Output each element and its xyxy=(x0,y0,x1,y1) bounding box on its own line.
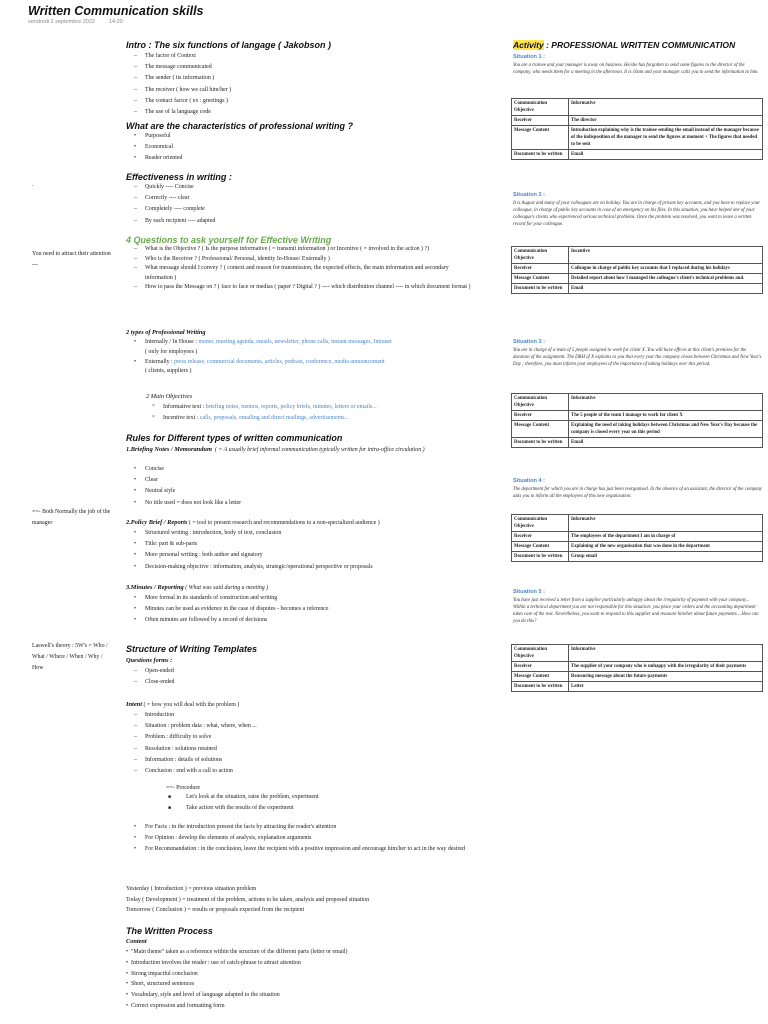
table-row: Document to be written Email xyxy=(512,150,763,160)
list-item: – Open-ended xyxy=(134,666,174,677)
situation-3-title: Situation 3 : xyxy=(513,339,546,345)
page-date: vendredi 2 septembre 2022 14:20 xyxy=(28,19,123,25)
list-item: • No title used = does not look like a letter xyxy=(134,498,241,509)
list-item: – Completely ---- complete xyxy=(134,204,215,215)
minutes-title: 3.Minutes / Reporting ( What was said during a meeting ) xyxy=(126,584,269,591)
procedure-title: ==- Procedure xyxy=(166,785,200,791)
list-item: ■ Take action with the results of the experiment xyxy=(168,803,319,814)
list-item: • Minutes can be used as evidence in the case of disputes - becomes a reference xyxy=(134,604,474,615)
list-item: – The factor of Context xyxy=(134,51,231,62)
list-item: • Neutral style xyxy=(134,486,241,497)
list-item: ■ Let's look at the situation, raise the problem, experiment xyxy=(168,792,319,803)
list-item: • For Recommandation : in the conclusion, leave the recipient with a positive impression and encourage him/her to act in the way desired xyxy=(134,844,474,855)
situation-4-title: Situation 4 : xyxy=(513,478,546,484)
types-list xyxy=(134,338,474,377)
table-row: Message Content Introduction explaining why is the trainee sending the email instead of the manager because of the indisposition of the manager to send the figures at moment + The figures that needed to be sent xyxy=(512,126,763,150)
list-item: • Structured writing : introduction, body of text, conclusion xyxy=(134,528,474,539)
list-item: • Purposeful xyxy=(134,131,182,142)
questions-heading: 4 Questions to ask yourself for Effective Writing xyxy=(126,235,332,245)
list-item: – The message communicated xyxy=(134,62,231,73)
situation-5-title: Situation 5 : xyxy=(513,589,546,595)
list-item: – What is the Objective ? ( Is the purpose informative ( = transmit information ) or Incentive ( = involved in the action ) ?) xyxy=(134,245,474,255)
table-row: Receiver Colleague in charge of public key accounts that I replaced during his holidays xyxy=(512,264,763,274)
list-item: • Decision-making objective : information, analysis, strategic/operational perspective or proposals xyxy=(134,562,474,573)
briefing-list xyxy=(134,464,241,509)
situation-1-text: You are a trainee and your manager is away on business. He/she has forgotten to send some figures to the director of the company, who needs them for a meeting in the afternoon. It is 10am and your manager calls you to send the information to him. xyxy=(513,63,759,75)
situation-2-text: It is August and many of your colleagues are on holiday. You are in charge of private key accounts, and you have to replace your colleague, in charge of public key accounts in case of an emergency on his files. In this situation, you have helped one of your colleague's clients who experienced serious technical problems. Once the problem was resolved, you want to leave a written record for your colleague. xyxy=(513,201,761,227)
table-row: Document to be written Email xyxy=(512,438,763,448)
side-note-laswell: Laswell's theory : 5W's = Who / What / Where / When / Why / How xyxy=(32,643,108,671)
list-item: • Often minutes are followed by a record of decisions xyxy=(134,615,474,626)
list-item: • For Opinion : develop the elements of analysis, explanation arguments xyxy=(134,833,474,844)
list-item: • Economical xyxy=(134,142,182,153)
list-item: – Information : details of solutions xyxy=(134,755,257,766)
characteristics-list xyxy=(134,131,182,165)
list-item: • For Facts : in the introduction present the facts by attracting the reader's attention xyxy=(134,822,474,833)
list-item: • "Main theme" taken as a reference within the structure of the different parts (letter or email) xyxy=(126,947,466,958)
table-row: Communication Objective Informative xyxy=(512,99,763,116)
table-row: Document to be written Letter xyxy=(512,682,763,692)
situation-4-table xyxy=(511,514,763,562)
list-item: • More personal writing : both author and signatory xyxy=(134,550,474,561)
list-item: – Problem : difficulty to solve xyxy=(134,732,257,743)
table-row: Receiver The director xyxy=(512,116,763,126)
table-row: Communication Objective Informative xyxy=(512,645,763,662)
list-item: – Correctly ---- clear xyxy=(134,193,215,204)
list-item: • Externally : press release, commercial documents, articles, podcast, conference, media announcement ( clients, suppliers ) xyxy=(134,358,474,378)
effectiveness-list xyxy=(134,182,215,227)
list-item: • Title: part & sub-parts xyxy=(134,539,474,550)
side-note-dot: . xyxy=(32,182,34,188)
situation-5-text: You have just received a letter from a supplier particularly unhappy about the irregularity of payment with your company... Within a technical department you are not responsible for this situation: you place your orders and the accounting department takes care of the rest. Nevertheless, you want to respond to this supplier and reassure him/her about future payments... How can you do this? xyxy=(513,598,759,624)
intent-title: Intent ( = how you will deal with the problem ) xyxy=(126,701,240,708)
situation-1-table xyxy=(511,98,763,160)
policy-title: 2.Policy Brief / Reports ( = tool to present research and recommendations to a non-specialized audience ) xyxy=(126,519,380,526)
objectives-list xyxy=(152,402,472,424)
timeline-yesterday: Yesterday ( Introduction ) = previous situation problem xyxy=(126,886,257,892)
side-note-attract: You need to attract their attention --- xyxy=(32,251,111,268)
rules-heading: Rules for Different types of written communication xyxy=(126,433,343,443)
list-item: • Correct expression and formatting form xyxy=(126,1001,466,1012)
list-item: – By each recipient ---- adapted xyxy=(134,216,215,227)
list-item: • Clear xyxy=(134,475,241,486)
table-row: Communication Objective Informative xyxy=(512,394,763,411)
list-item: – Situation : problem data : what, where, when ... xyxy=(134,721,257,732)
table-row: Message Content Explaining of the new organisation that was done in the department xyxy=(512,542,763,552)
list-item: • Strong impactful conclusion xyxy=(126,969,466,980)
content-title: Content xyxy=(126,938,147,945)
table-row: Message Content Detailed report about how I managed the colleague's client's technical problems and. xyxy=(512,274,763,284)
situation-1-title: Situation 1 : xyxy=(513,54,546,60)
timeline xyxy=(126,884,476,916)
table-row: Receiver The supplier of your company who is unhappy with the irregularity of their payments xyxy=(512,662,763,672)
list-item: • Short, structured sentences xyxy=(126,979,466,990)
list-item: * Informative text : briefing notes, memos, reports, policy briefs, minutes, letters or emails... xyxy=(152,402,472,413)
page-title: Written Communication skills xyxy=(28,4,204,18)
questions-list xyxy=(134,245,474,293)
table-row: Communication Objective Informative xyxy=(512,515,763,532)
list-item: – The receiver ( how we call him/her ) xyxy=(134,85,231,96)
policy-list xyxy=(134,528,474,573)
list-item: – The sender ( its information ) xyxy=(134,73,231,84)
characteristics-heading: What are the characteristics of professional writing ? xyxy=(126,121,354,131)
intro-list xyxy=(134,51,231,118)
list-item: • Vocabulary, style and level of language adapted to the situation xyxy=(126,990,466,1001)
objectives-heading: 2 Main Objectives xyxy=(146,393,193,400)
list-item: * Incentive text : calls, proposals, emailing and direct mailings, advertisements... xyxy=(152,413,472,424)
process-list xyxy=(126,947,466,1012)
procedure-list xyxy=(168,792,319,814)
side-note-manager: ==- Both Normally the job of the manager xyxy=(32,509,111,526)
list-item: – Resolution : solutions retained xyxy=(134,744,257,755)
list-item: • Reader oriented xyxy=(134,153,182,164)
table-row: Message Content Explaining the need of taking holidays between Christmas and New Year's Day because the company is closed every year on this period xyxy=(512,421,763,438)
list-item: – Who is the Receiver ? ( Professional/ Personal, identity In-House/ Externally ) xyxy=(134,255,474,265)
forms-list xyxy=(134,666,174,688)
situation-3-text: You are in charge of a team of 5 people assigned to work for client X. You will have offices at this client's premises for the duration of the assignment. The DRH of X explains to you that every year the company closes between Christmas and New Year's Day ; therefore, you must inform your employees of the importance of taking holidays over this period. xyxy=(513,348,762,367)
list-item: – Introduction xyxy=(134,710,257,721)
list-item: • More formal in its standards of construction and writing xyxy=(134,593,474,604)
table-row: Document to be written Email xyxy=(512,284,763,294)
list-item: – What message should I convey ? ( context and reason for transmission, the expected effects, the main information and secondary information ) xyxy=(134,264,474,283)
structure-heading: Structure of Writing Templates xyxy=(126,644,258,654)
table-row: Message Content Reassuring message about the future payments xyxy=(512,672,763,682)
situation-5-table xyxy=(511,644,763,692)
for-list xyxy=(134,822,474,856)
table-row: Receiver The employees of the department I am in charge of xyxy=(512,532,763,542)
table-row: Receiver The 5 people of the team I manage to work for client X xyxy=(512,411,763,421)
situation-3-table xyxy=(511,393,763,448)
table-row: Document to be written Group email xyxy=(512,552,763,562)
effectiveness-heading: Effectiveness in writing : xyxy=(126,172,232,182)
situation-2-title: Situation 2 : xyxy=(513,192,546,198)
situation-2-table xyxy=(511,246,763,294)
intro-heading: Intro : The six functions of langage ( Jakobson ) xyxy=(126,40,332,50)
list-item: • Internally / In House : memo, meeting agenda, emails, newsletter, phone calls, instant messages, Intranet ( only for employees ) xyxy=(134,338,474,358)
types-heading: 2 types of Professional Writing xyxy=(126,329,206,336)
list-item: – Close-ended xyxy=(134,677,174,688)
list-item: – The contact factor ( ex : greetings ) xyxy=(134,96,231,107)
table-row: Communication Objective Incentive xyxy=(512,247,763,264)
list-item: – Conclusion : end with a call to action xyxy=(134,766,257,777)
list-item: – Quickly ---- Concise xyxy=(134,182,215,193)
list-item: • Concise xyxy=(134,464,241,475)
minutes-list xyxy=(134,593,474,627)
intent-list xyxy=(134,710,257,777)
forms-title: Questions forms : xyxy=(126,657,173,664)
list-item: • Introduction involves the reader : use of catch-phrase to attract attention xyxy=(126,958,466,969)
list-item: – The use of la language code xyxy=(134,107,231,118)
situation-4-text: The department for which you are in charge has just been reorganised. In the absence of an assistant, the director of the company asks you to inform all the employees of this new organisation. xyxy=(513,487,763,499)
process-heading: The Written Process xyxy=(126,926,213,936)
timeline-tomorrow: Tomorrow ( Conclusion ) = results or proposals expected from the recipient xyxy=(126,907,305,913)
briefing-title: 1.Briefing Notes / Memorandum ( = A usually brief informal communication typically written for intra-office circulation ) xyxy=(126,446,425,453)
timeline-today: Today ( Development ) = treatment of the problem, actions to be taken, analysis and proposed situation xyxy=(126,896,370,903)
list-item: – How to pass the Message on ? ( face to face or medias ( paper ? Digital ? ) ---- which distribution channel ---- in which document format ) xyxy=(134,283,474,293)
activity-heading: Activity : PROFESSIONAL WRITTEN COMMUNICATION xyxy=(513,40,736,50)
